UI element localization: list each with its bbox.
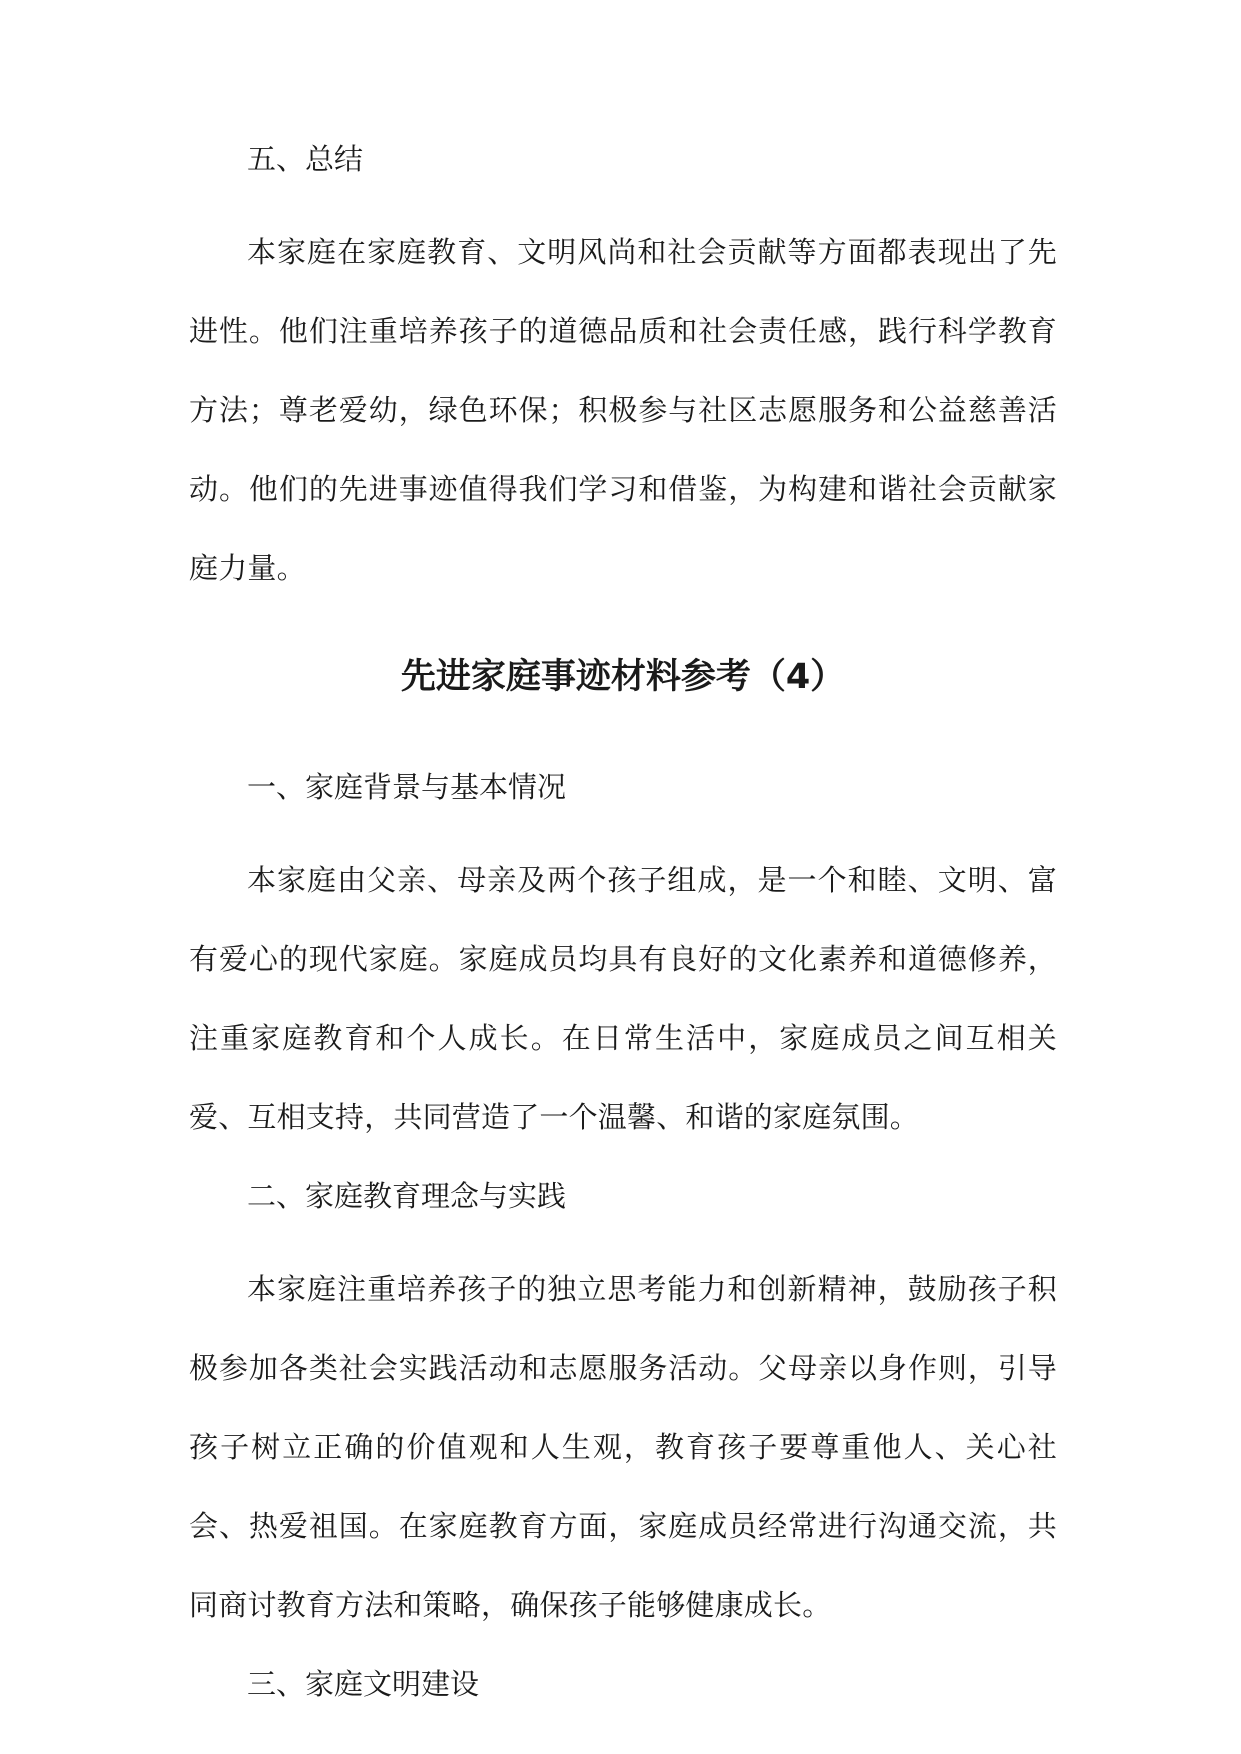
- section-heading-education: 二、家庭教育理念与实践: [247, 1179, 567, 1213]
- section-heading-civilization: 三、家庭文明建设: [247, 1667, 480, 1701]
- section-paragraph-summary: 本家庭在家庭教育、文明风尚和社会贡献等方面都表现出了先进性。他们注重培养孩子的道德品质和社会责任感，践行科学教育方法；尊老爱幼，绿色环保；积极参与社区志愿服务和公益慈善活动。他们的先进事迹值得我们学习和借鉴，为构建和谐社会贡献家庭力量。: [189, 235, 1057, 585]
- section-paragraph-background: 本家庭由父亲、母亲及两个孩子组成，是一个和睦、文明、富有爱心的现代家庭。家庭成员均具有良好的文化素养和道德修养，注重家庭教育和个人成长。在日常生活中，家庭成员之间互相关爱、互相支持，共同营造了一个温馨、和谐的家庭氛围。: [189, 863, 1057, 1134]
- section-heading-background: 一、家庭背景与基本情况: [247, 770, 567, 804]
- section-heading-summary: 五、总结: [247, 142, 364, 176]
- document-body: [189, 139, 1057, 1704]
- section-paragraph-education: 本家庭注重培养孩子的独立思考能力和创新精神，鼓励孩子积极参加各类社会实践活动和志愿服务活动。父母亲以身作则，引导孩子树立正确的价值观和人生观，教育孩子要尊重他人、关心社会、热爱祖国。在家庭教育方面，家庭成员经常进行沟通交流，共同商讨教育方法和策略，确保孩子能够健康成长。: [189, 1272, 1057, 1622]
- document-title: 先进家庭事迹材料参考（4）: [400, 657, 846, 697]
